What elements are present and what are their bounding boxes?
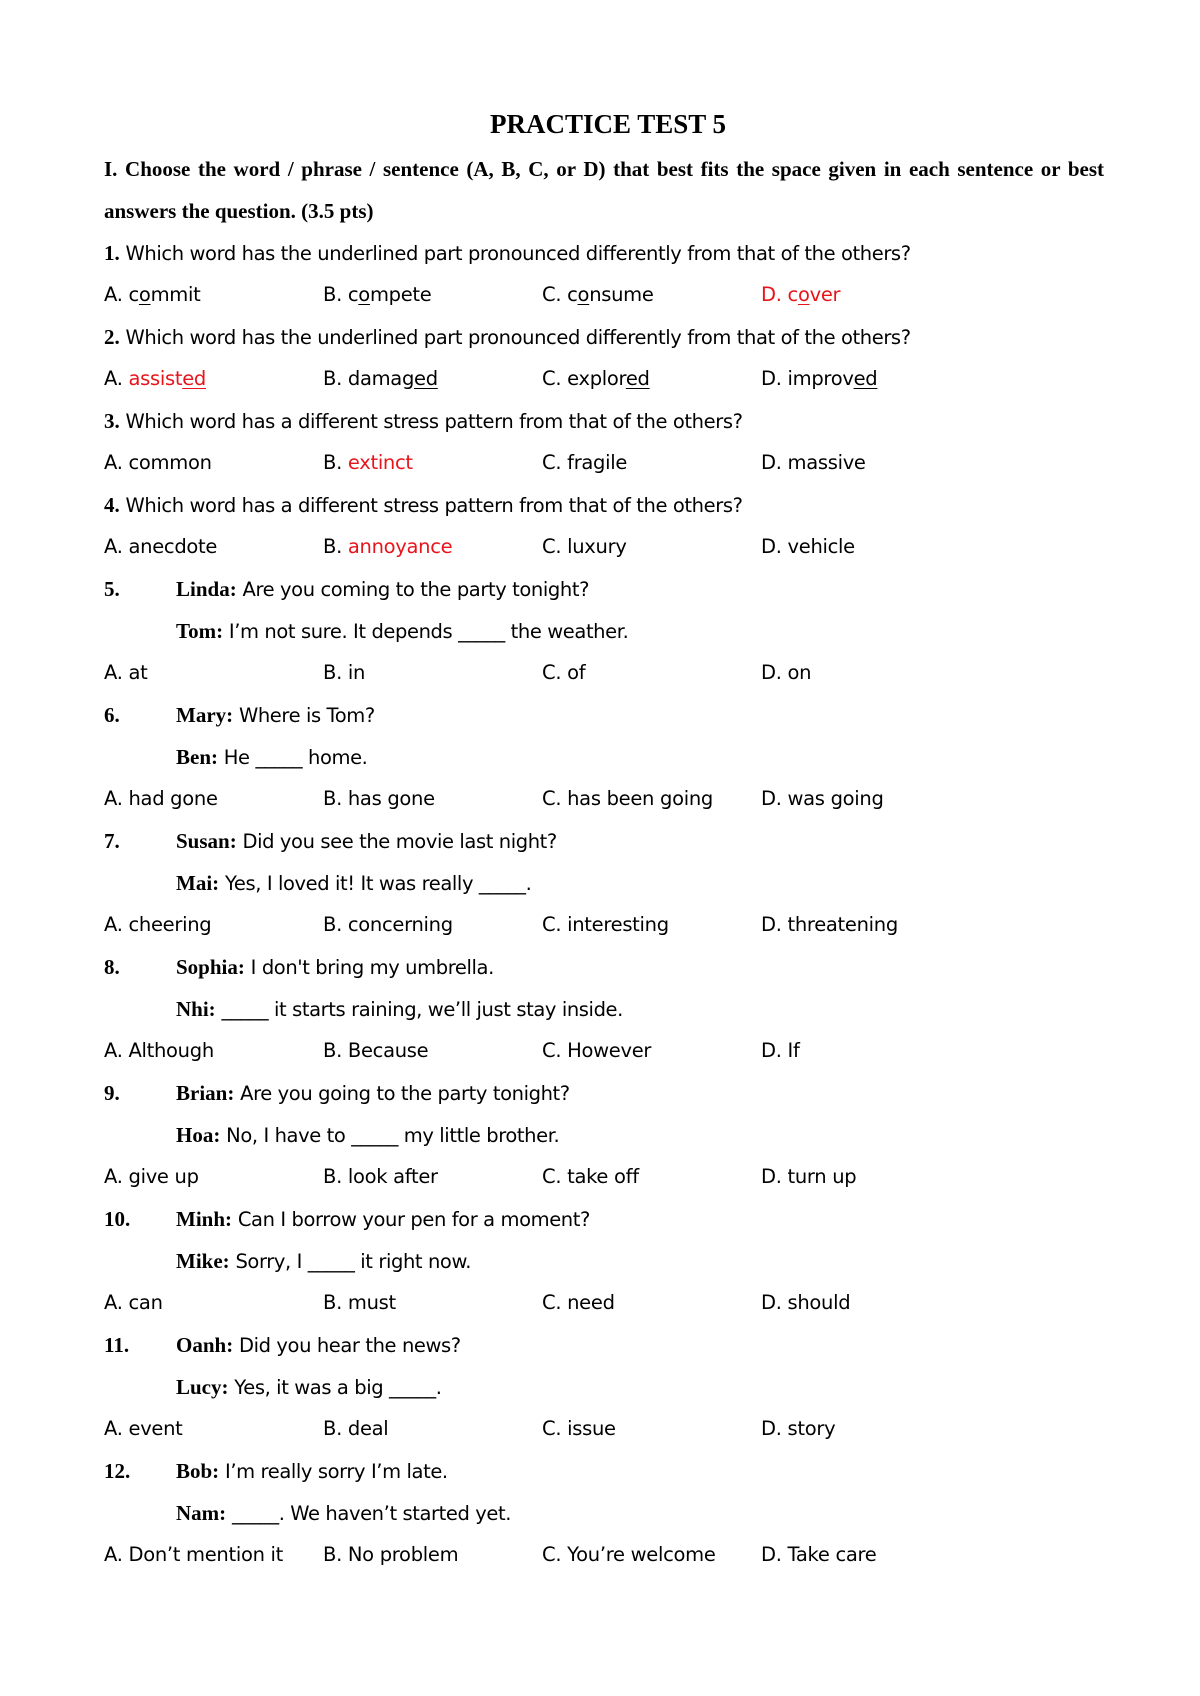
option-a[interactable]: A. commit xyxy=(104,283,201,306)
option-d[interactable]: D. story xyxy=(761,1417,836,1440)
dialogue-line-1 xyxy=(104,1072,1104,1114)
dialogue-line-1 xyxy=(104,1198,1104,1240)
option-c[interactable]: C. of xyxy=(542,661,586,684)
speaker-name: Brian: xyxy=(176,1081,235,1105)
dialogue-line-2 xyxy=(104,862,1104,904)
option-c[interactable]: C. You’re welcome xyxy=(542,1543,716,1566)
question-1 xyxy=(104,232,1104,274)
option-b[interactable]: B. compete xyxy=(323,283,432,306)
option-b[interactable]: B. deal xyxy=(323,1417,389,1440)
dialogue-line-2 xyxy=(104,610,1104,652)
option-b-answer[interactable]: B. extinct xyxy=(323,451,413,474)
question-number: 12. xyxy=(104,1459,131,1483)
dialogue-line-2 xyxy=(104,988,1104,1030)
option-a[interactable]: A. anecdote xyxy=(104,535,218,558)
dialogue-text: Are you coming to the party tonight? xyxy=(236,578,590,601)
option-c[interactable]: C. consume xyxy=(542,283,654,306)
question-12 xyxy=(104,1450,1104,1576)
dialogue-line-1 xyxy=(104,1450,1104,1492)
options-row xyxy=(104,904,1104,946)
speaker-name: Susan: xyxy=(176,829,237,853)
option-c[interactable]: C. need xyxy=(542,1291,615,1314)
dialogue-line-1 xyxy=(104,694,1104,736)
option-a-answer[interactable]: A. assisted xyxy=(104,367,206,390)
question-text: Which word has the underlined part pronounced differently from that of the others? xyxy=(119,326,911,349)
option-b[interactable]: B. concerning xyxy=(323,913,453,936)
question-11 xyxy=(104,1324,1104,1450)
dialogue-text: _____. We haven’t started yet. xyxy=(226,1502,512,1525)
speaker-name: Ben: xyxy=(176,745,218,769)
question-text: Which word has a different stress pattern from that of the others? xyxy=(119,410,743,433)
question-number: 3. xyxy=(104,409,120,433)
section-instruction: I. Choose the word / phrase / sentence (A, B, C, or D) that best fits the space given in each sentence or best answers the question. (3.5 pts) xyxy=(104,157,1104,223)
dialogue-line-1 xyxy=(104,568,1104,610)
option-a[interactable]: A. event xyxy=(104,1417,183,1440)
dialogue-text: Sorry, I _____ it right now. xyxy=(229,1250,472,1273)
speaker-name: Sophia: xyxy=(176,955,245,979)
option-a[interactable]: A. can xyxy=(104,1291,163,1314)
question-5 xyxy=(104,568,1104,694)
dialogue-line-2 xyxy=(104,1366,1104,1408)
options-row xyxy=(104,1030,1104,1072)
question-2-options xyxy=(104,358,1104,400)
dialogue-text: I’m not sure. It depends _____ the weather. xyxy=(223,620,629,643)
option-d[interactable]: D. was going xyxy=(761,787,884,810)
option-b[interactable]: B. Because xyxy=(323,1039,429,1062)
options-row xyxy=(104,1282,1104,1324)
speaker-name: Tom: xyxy=(176,619,224,643)
option-c[interactable]: C. interesting xyxy=(542,913,669,936)
question-7 xyxy=(104,820,1104,946)
dialogue-text: I don't bring my umbrella. xyxy=(244,956,494,979)
option-d[interactable]: D. massive xyxy=(761,451,866,474)
speaker-name: Mai: xyxy=(176,871,220,895)
option-a[interactable]: A. common xyxy=(104,451,212,474)
option-c[interactable]: C. issue xyxy=(542,1417,616,1440)
option-d[interactable]: D. threatening xyxy=(761,913,898,936)
dialogue-text: _____ it starts raining, we’ll just stay inside. xyxy=(215,998,623,1021)
question-number: 10. xyxy=(104,1207,131,1231)
option-d[interactable]: D. If xyxy=(761,1039,800,1062)
document-page xyxy=(104,100,1104,1576)
option-b[interactable]: B. look after xyxy=(323,1165,438,1188)
question-3 xyxy=(104,400,1104,442)
question-number: 7. xyxy=(104,829,120,853)
dialogue-text: Did you hear the news? xyxy=(233,1334,461,1357)
question-number: 9. xyxy=(104,1081,120,1105)
question-number: 5. xyxy=(104,577,120,601)
question-number: 1. xyxy=(104,241,120,265)
speaker-name: Nam: xyxy=(176,1501,227,1525)
options-row xyxy=(104,1156,1104,1198)
dialogue-text: Did you see the movie last night? xyxy=(236,830,557,853)
option-b-answer[interactable]: B. annoyance xyxy=(323,535,453,558)
dialogue-text: I’m really sorry I’m late. xyxy=(219,1460,448,1483)
option-d[interactable]: D. turn up xyxy=(761,1165,857,1188)
option-d[interactable]: D. on xyxy=(761,661,812,684)
speaker-name: Nhi: xyxy=(176,997,216,1021)
option-b[interactable]: B. must xyxy=(323,1291,396,1314)
question-9 xyxy=(104,1072,1104,1198)
option-b[interactable]: B. damaged xyxy=(323,367,438,390)
speaker-name: Mary: xyxy=(176,703,234,727)
question-1-options xyxy=(104,274,1104,316)
dialogue-text: Are you going to the party tonight? xyxy=(234,1082,570,1105)
option-d[interactable]: D. improved xyxy=(761,367,878,390)
option-c[interactable]: C. has been going xyxy=(542,787,713,810)
question-text: Which word has the underlined part pronounced differently from that of the others? xyxy=(119,242,911,265)
speaker-name: Mike: xyxy=(176,1249,230,1273)
option-a[interactable]: A. Don’t mention it xyxy=(104,1543,284,1566)
speaker-name: Oanh: xyxy=(176,1333,234,1357)
dialogue-line-2 xyxy=(104,1240,1104,1282)
question-number: 2. xyxy=(104,325,120,349)
options-row xyxy=(104,1534,1104,1576)
option-a[interactable]: A. cheering xyxy=(104,913,212,936)
options-row xyxy=(104,652,1104,694)
question-3-options xyxy=(104,442,1104,484)
option-d[interactable]: D. Take care xyxy=(761,1543,877,1566)
option-c[interactable]: C. take off xyxy=(542,1165,639,1188)
option-a[interactable]: A. at xyxy=(104,661,148,684)
speaker-name: Hoa: xyxy=(176,1123,221,1147)
dialogue-line-2 xyxy=(104,1114,1104,1156)
speaker-name: Linda: xyxy=(176,577,237,601)
question-2 xyxy=(104,316,1104,358)
speaker-name: Minh: xyxy=(176,1207,233,1231)
dialogue-line-1 xyxy=(104,820,1104,862)
question-number: 4. xyxy=(104,493,120,517)
question-text: Which word has a different stress pattern from that of the others? xyxy=(119,494,743,517)
dialogue-text: He _____ home. xyxy=(218,746,368,769)
option-d[interactable]: D. vehicle xyxy=(761,535,855,558)
dialogue-line-1 xyxy=(104,1324,1104,1366)
speaker-name: Lucy: xyxy=(176,1375,229,1399)
option-c[interactable]: C. luxury xyxy=(542,535,627,558)
option-d-answer[interactable]: D. cover xyxy=(761,283,841,306)
question-10 xyxy=(104,1198,1104,1324)
question-number: 11. xyxy=(104,1333,130,1357)
question-number: 8. xyxy=(104,955,120,979)
dialogue-text: Where is Tom? xyxy=(233,704,375,727)
option-c[interactable]: C. fragile xyxy=(542,451,628,474)
dialogue-text: Yes, it was a big _____. xyxy=(228,1376,442,1399)
dialogue-text: Can I borrow your pen for a moment? xyxy=(232,1208,590,1231)
options-row xyxy=(104,778,1104,820)
option-b[interactable]: B. No problem xyxy=(323,1543,459,1566)
question-4 xyxy=(104,484,1104,526)
question-8 xyxy=(104,946,1104,1072)
option-b[interactable]: B. has gone xyxy=(323,787,435,810)
question-number: 6. xyxy=(104,703,120,727)
dialogue-line-2 xyxy=(104,736,1104,778)
option-b[interactable]: B. in xyxy=(323,661,366,684)
speaker-name: Bob: xyxy=(176,1459,220,1483)
option-a[interactable]: A. had gone xyxy=(104,787,218,810)
dialogue-text: Yes, I loved it! It was really _____. xyxy=(219,872,532,895)
dialogue-line-2 xyxy=(104,1492,1104,1534)
option-d[interactable]: D. should xyxy=(761,1291,851,1314)
page-title: PRACTICE TEST 5 xyxy=(489,109,727,139)
options-row xyxy=(104,1408,1104,1450)
option-c[interactable]: C. explored xyxy=(542,367,650,390)
option-c[interactable]: C. However xyxy=(542,1039,652,1062)
dialogue-text: No, I have to _____ my little brother. xyxy=(220,1124,560,1147)
question-6 xyxy=(104,694,1104,820)
question-4-options xyxy=(104,526,1104,568)
dialogue-line-1 xyxy=(104,946,1104,988)
option-a[interactable]: A. Although xyxy=(104,1039,214,1062)
dialogue-questions xyxy=(104,568,1104,1576)
option-a[interactable]: A. give up xyxy=(104,1165,199,1188)
